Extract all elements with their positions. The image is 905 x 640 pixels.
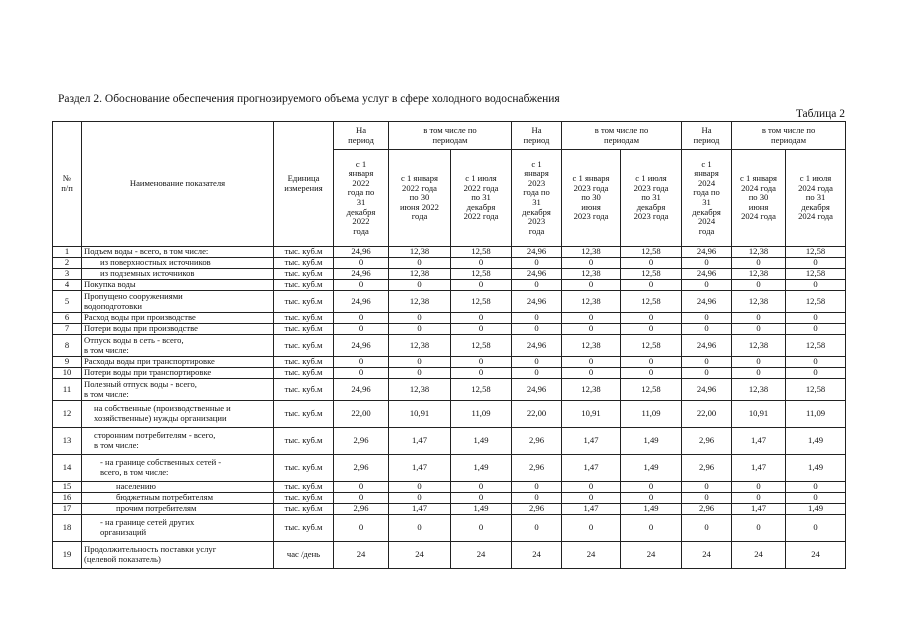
row-unit: тыс. куб.м [274,324,334,335]
row-value: 24 [682,542,732,569]
row-num: 6 [53,313,82,324]
row-value: 0 [512,482,562,493]
row-value: 12,38 [389,335,451,357]
row-num: 5 [53,291,82,313]
row-unit: тыс. куб.м [274,428,334,455]
row-value: 12,58 [786,291,846,313]
row-value: 0 [562,515,621,542]
header-period-total: На период [334,122,389,150]
table-row [53,542,846,569]
row-value: 0 [786,357,846,368]
row-value: 1,49 [621,504,682,515]
header-half-first: с 1 января 2022 года по 30 июня 2022 года [389,150,451,247]
row-value: 12,58 [451,335,512,357]
table-body [53,247,846,569]
row-value: 0 [621,368,682,379]
row-unit: тыс. куб.м [274,504,334,515]
row-value: 10,91 [732,401,786,428]
row-num: 12 [53,401,82,428]
row-value: 12,58 [786,335,846,357]
row-name: Отпуск воды в сеть - всего, в том числе: [82,335,274,357]
row-value: 2,96 [682,504,732,515]
row-unit: тыс. куб.м [274,401,334,428]
row-num: 7 [53,324,82,335]
row-value: 10,91 [562,401,621,428]
row-value: 0 [732,368,786,379]
row-name: сторонним потребителям - всего, в том числе: [82,428,274,455]
indicators-table [52,121,846,569]
row-value: 0 [682,324,732,335]
row-value: 2,96 [512,504,562,515]
row-value: 10,91 [389,401,451,428]
row-value: 0 [682,482,732,493]
row-value: 0 [682,368,732,379]
table-row [53,247,846,258]
table-row [53,280,846,291]
row-value: 12,58 [786,379,846,401]
row-value: 0 [682,313,732,324]
table-row [53,324,846,335]
row-value: 0 [451,515,512,542]
row-value: 1,47 [562,428,621,455]
row-num: 13 [53,428,82,455]
row-value: 0 [334,357,389,368]
row-value: 12,58 [786,269,846,280]
row-value: 0 [451,280,512,291]
row-value: 2,96 [682,455,732,482]
header-period-range: с 1 января 2022 года по 31 декабря 2022 года [334,150,389,247]
row-value: 12,38 [732,291,786,313]
row-num: 18 [53,515,82,542]
row-value: 2,96 [334,428,389,455]
row-value: 0 [389,368,451,379]
row-value: 24 [621,542,682,569]
row-value: 0 [786,280,846,291]
row-name: Расход воды при производстве [82,313,274,324]
row-name: Продолжительность поставки услуг (целевой показатель) [82,542,274,569]
row-value: 12,38 [562,379,621,401]
row-unit: тыс. куб.м [274,368,334,379]
row-unit: тыс. куб.м [274,247,334,258]
row-value: 2,96 [512,455,562,482]
row-value: 1,49 [786,455,846,482]
row-value: 0 [786,515,846,542]
row-value: 0 [621,280,682,291]
row-value: 0 [732,280,786,291]
row-unit: тыс. куб.м [274,379,334,401]
row-name: Потери воды при производстве [82,324,274,335]
row-value: 11,09 [451,401,512,428]
row-name: Покупка воды [82,280,274,291]
row-num: 16 [53,493,82,504]
row-value: 0 [732,313,786,324]
row-unit: тыс. куб.м [274,335,334,357]
row-name: Пропущено сооружениями водоподготовки [82,291,274,313]
header-half-first: с 1 января 2023 года по 30 июня 2023 года [562,150,621,247]
row-value: 0 [562,313,621,324]
row-value: 0 [334,482,389,493]
row-value: 24,96 [682,247,732,258]
row-name: на собственные (производственные и хозяйственные) нужды организации [82,401,274,428]
row-value: 2,96 [334,455,389,482]
row-name: из поверхностных источников [82,258,274,269]
row-name: Потери воды при транспортировке [82,368,274,379]
row-value: 24 [732,542,786,569]
table-caption: Таблица 2 [795,108,845,120]
row-name: из подземных источников [82,269,274,280]
header-period-subhead: в том числе по периодам [389,122,512,150]
row-value: 12,58 [621,379,682,401]
row-value: 0 [732,482,786,493]
header-num: № п/п [53,122,82,247]
row-value: 24,96 [334,291,389,313]
row-name: Расходы воды при транспортировке [82,357,274,368]
row-value: 0 [334,515,389,542]
row-value: 12,38 [562,247,621,258]
row-value: 12,58 [621,335,682,357]
row-unit: тыс. куб.м [274,258,334,269]
row-value: 0 [389,280,451,291]
row-value: 0 [451,324,512,335]
row-value: 12,38 [562,335,621,357]
header-half-first: с 1 января 2024 года по 30 июня 2024 года [732,150,786,247]
row-value: 0 [334,368,389,379]
row-name: Подъем воды - всего, в том числе: [82,247,274,258]
table-row [53,515,846,542]
row-value: 0 [621,515,682,542]
row-value: 0 [512,258,562,269]
row-value: 1,47 [389,455,451,482]
row-value: 12,38 [389,379,451,401]
row-value: 12,38 [389,291,451,313]
row-value: 0 [389,493,451,504]
row-name: бюджетным потребителям [82,493,274,504]
row-value: 0 [786,493,846,504]
row-value: 0 [451,258,512,269]
row-value: 0 [512,493,562,504]
row-value: 24,96 [512,247,562,258]
row-value: 12,58 [786,247,846,258]
row-value: 24 [512,542,562,569]
row-value: 12,58 [451,379,512,401]
row-value: 0 [512,324,562,335]
row-num: 10 [53,368,82,379]
row-value: 0 [562,357,621,368]
row-value: 0 [682,515,732,542]
row-unit: тыс. куб.м [274,493,334,504]
row-num: 1 [53,247,82,258]
table-row [53,428,846,455]
row-num: 3 [53,269,82,280]
row-value: 1,47 [562,504,621,515]
row-value: 0 [732,493,786,504]
header-period-range: с 1 января 2024 года по 31 декабря 2024 года [682,150,732,247]
table-row [53,401,846,428]
row-name: - на границе собственных сетей - всего, в том числе: [82,455,274,482]
row-value: 24 [451,542,512,569]
row-value: 24,96 [682,335,732,357]
row-value: 2,96 [512,428,562,455]
row-num: 17 [53,504,82,515]
row-value: 0 [786,324,846,335]
row-unit: тыс. куб.м [274,515,334,542]
row-value: 12,38 [562,269,621,280]
row-value: 0 [621,493,682,504]
row-value: 12,38 [732,247,786,258]
row-value: 0 [562,280,621,291]
table-row [53,455,846,482]
row-value: 24,96 [682,291,732,313]
row-value: 0 [451,313,512,324]
row-value: 0 [562,258,621,269]
row-value: 0 [389,313,451,324]
table-row [53,291,846,313]
row-num: 14 [53,455,82,482]
row-value: 11,09 [786,401,846,428]
row-value: 12,58 [451,269,512,280]
row-value: 24 [389,542,451,569]
row-value: 0 [389,357,451,368]
row-value: 0 [621,313,682,324]
row-value: 1,47 [732,428,786,455]
table-row [53,482,846,493]
row-num: 2 [53,258,82,269]
row-value: 0 [621,357,682,368]
row-value: 0 [732,515,786,542]
row-value: 0 [389,515,451,542]
row-value: 1,49 [621,428,682,455]
row-value: 0 [562,368,621,379]
row-unit: тыс. куб.м [274,280,334,291]
row-value: 24,96 [512,335,562,357]
table-row [53,335,846,357]
table-row [53,269,846,280]
table-header [53,122,846,247]
row-value: 12,58 [621,269,682,280]
row-value: 0 [389,258,451,269]
row-value: 12,38 [389,269,451,280]
header-period-subhead: в том числе по периодам [562,122,682,150]
row-num: 19 [53,542,82,569]
row-value: 0 [621,258,682,269]
row-value: 1,47 [732,455,786,482]
row-value: 22,00 [682,401,732,428]
row-value: 0 [512,280,562,291]
row-value: 1,49 [786,504,846,515]
header-half-second: с 1 июля 2023 года по 31 декабря 2023 года [621,150,682,247]
row-value: 12,58 [451,291,512,313]
row-value: 1,49 [621,455,682,482]
row-num: 9 [53,357,82,368]
row-value: 0 [512,368,562,379]
row-value: 22,00 [512,401,562,428]
row-unit: тыс. куб.м [274,269,334,280]
row-num: 11 [53,379,82,401]
row-value: 24 [786,542,846,569]
header-period-total: На период [512,122,562,150]
row-value: 12,38 [732,335,786,357]
row-name: населению [82,482,274,493]
table-row [53,357,846,368]
row-value: 24,96 [512,291,562,313]
row-unit: тыс. куб.м [274,313,334,324]
row-value: 11,09 [621,401,682,428]
row-value: 0 [786,258,846,269]
row-unit: тыс. куб.м [274,291,334,313]
row-value: 0 [334,313,389,324]
row-value: 1,49 [451,504,512,515]
row-name: прочим потребителям [82,504,274,515]
row-value: 0 [334,493,389,504]
row-value: 24,96 [512,269,562,280]
row-value: 0 [621,482,682,493]
row-value: 1,49 [786,428,846,455]
row-value: 24,96 [334,247,389,258]
row-value: 24,96 [512,379,562,401]
row-unit: тыс. куб.м [274,357,334,368]
row-value: 0 [451,482,512,493]
row-value: 1,47 [389,428,451,455]
row-value: 1,47 [389,504,451,515]
row-value: 0 [682,493,732,504]
row-value: 0 [682,280,732,291]
row-value: 0 [512,515,562,542]
row-value: 12,58 [451,247,512,258]
row-unit: тыс. куб.м [274,455,334,482]
row-value: 0 [732,258,786,269]
row-value: 24,96 [334,269,389,280]
row-value: 2,96 [682,428,732,455]
row-value: 2,96 [334,504,389,515]
row-value: 0 [389,482,451,493]
table-row [53,493,846,504]
row-value: 1,47 [562,455,621,482]
row-value: 1,47 [732,504,786,515]
row-value: 24 [562,542,621,569]
header-period-total: На период [682,122,732,150]
row-value: 0 [512,313,562,324]
row-value: 0 [451,368,512,379]
row-value: 0 [389,324,451,335]
header-period-subhead: в том числе по периодам [732,122,846,150]
header-period-range: с 1 января 2023 года по 31 декабря 2023 года [512,150,562,247]
row-value: 0 [334,280,389,291]
row-value: 12,38 [732,379,786,401]
row-num: 8 [53,335,82,357]
row-value: 0 [682,357,732,368]
row-value: 24 [334,542,389,569]
row-value: 0 [732,357,786,368]
row-value: 0 [786,482,846,493]
table-row [53,313,846,324]
table-row [53,379,846,401]
row-value: 0 [682,258,732,269]
row-num: 4 [53,280,82,291]
row-value: 1,49 [451,428,512,455]
row-value: 0 [334,258,389,269]
row-value: 0 [786,368,846,379]
row-value: 0 [786,313,846,324]
row-unit: тыс. куб.м [274,482,334,493]
header-name: Наименование показателя [82,122,274,247]
row-value: 0 [334,324,389,335]
row-name: - на границе сетей других организаций [82,515,274,542]
row-value: 1,49 [451,455,512,482]
row-value: 12,38 [562,291,621,313]
table-row [53,504,846,515]
row-unit: час /день [274,542,334,569]
row-value: 12,58 [621,247,682,258]
row-num: 15 [53,482,82,493]
row-value: 0 [451,357,512,368]
row-value: 0 [451,493,512,504]
row-value: 12,38 [732,269,786,280]
row-value: 12,58 [621,291,682,313]
table-row [53,368,846,379]
row-value: 0 [562,493,621,504]
row-value: 0 [512,357,562,368]
header-unit: Единица измерения [274,122,334,247]
row-value: 0 [732,324,786,335]
header-half-second: с 1 июля 2022 года по 31 декабря 2022 года [451,150,512,247]
row-value: 24,96 [682,269,732,280]
row-value: 0 [621,324,682,335]
row-value: 0 [562,482,621,493]
row-value: 24,96 [334,335,389,357]
row-value: 24,96 [334,379,389,401]
row-value: 12,38 [389,247,451,258]
row-name: Полезный отпуск воды - всего, в том числе: [82,379,274,401]
row-value: 0 [562,324,621,335]
table-row [53,258,846,269]
header-half-second: с 1 июля 2024 года по 31 декабря 2024 года [786,150,846,247]
row-value: 24,96 [682,379,732,401]
row-value: 22,00 [334,401,389,428]
section-title: Раздел 2. Обоснование обеспечения прогнозируемого объема услуг в сфере холодного водоснабжения [58,93,560,105]
